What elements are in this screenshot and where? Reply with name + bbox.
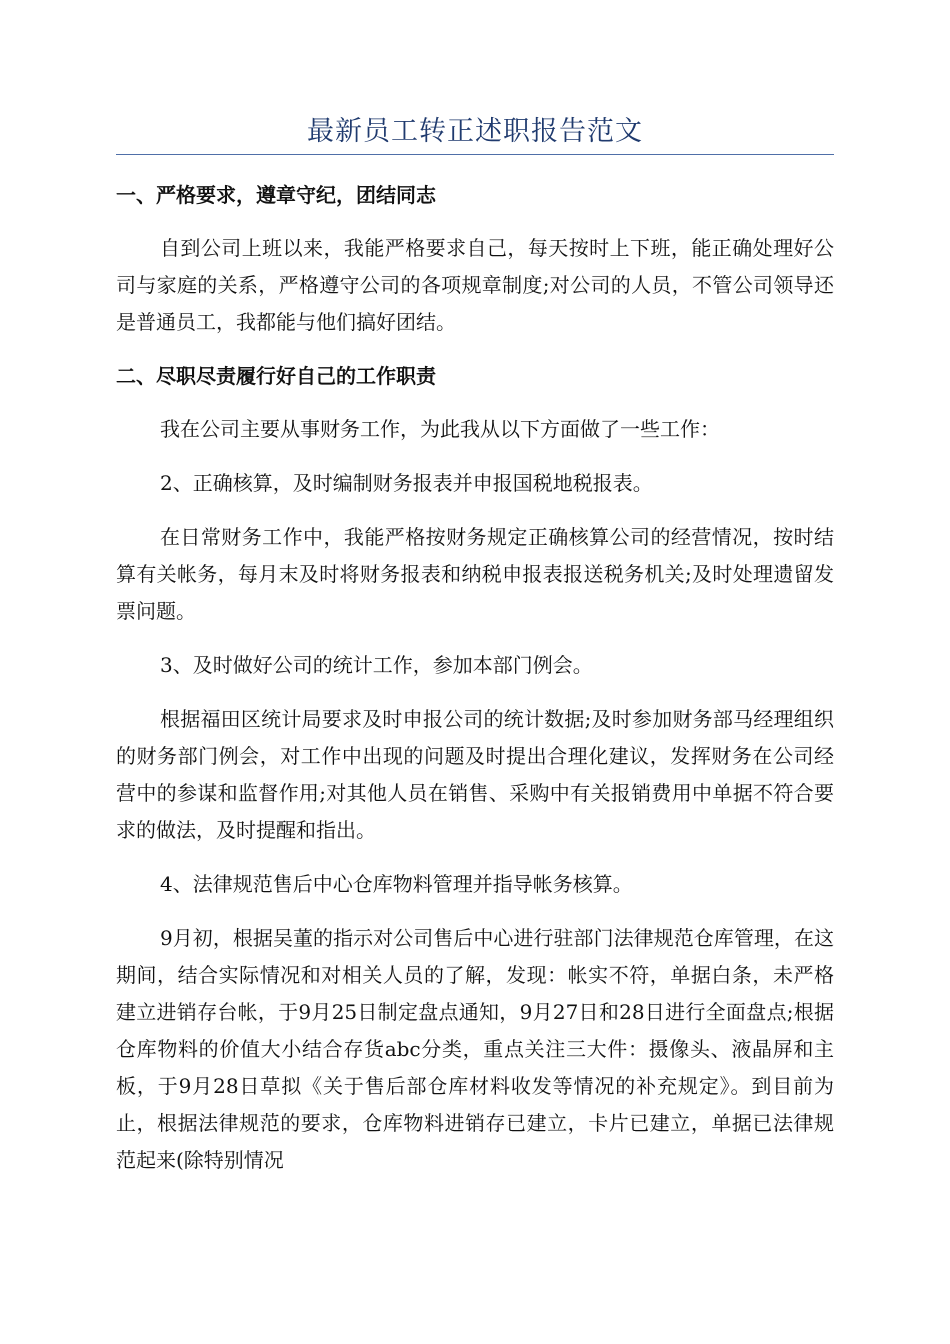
title-underline bbox=[116, 154, 834, 155]
paragraph: 9月初，根据吴董的指示对公司售后中心进行驻部门法律规范仓库管理，在这期间，结合实际情况和对相关人员的了解，发现：帐实不符，单据白条，未严格建立进销存台帐，于9月25日制定盘点通知，9月27日和28日进行全面盘点;根据仓库物料的价值大小结合存货abc分类，重点关注三大件：摄像头、液晶屏和主板，于9月28日草拟《关于售后部仓库材料收发等情况的补充规定》。到目前为止，根据法律规范的要求，仓库物料进销存已建立，卡片已建立，单据已法律规范起来(除特别情况 bbox=[116, 926, 834, 1172]
paragraph: 在日常财务工作中，我能严格按财务规定正确核算公司的经营情况，按时结算有关帐务，每月末及时将财务报表和纳税申报表报送税务机关;及时处理遗留发票问题。 bbox=[116, 525, 834, 623]
document-title: 最新员工转正述职报告范文 bbox=[307, 116, 643, 147]
spacer bbox=[116, 684, 834, 701]
list-item-heading: 2、正确核算，及时编制财务报表并申报国税地税报表。 bbox=[160, 471, 653, 495]
spacer bbox=[116, 502, 834, 519]
section-heading-1: 一、严格要求，遵章守纪，团结同志 bbox=[116, 183, 436, 207]
paragraph: 自到公司上班以来，我能严格要求自己，每天按时上下班，能正确处理好公司与家庭的关系，严格遵守公司的各项规章制度;对公司的人员，不管公司领导还是普通员工，我都能与他们搞好团结。 bbox=[116, 236, 834, 334]
paragraph: 根据福田区统计局要求及时申报公司的统计数据;及时参加财务部马经理组织的财务部门例会，对工作中出现的问题及时提出合理化建议，发挥财务在公司经营中的参谋和监督作用;对其他人员在销售、采购中有关报销费用中单据不符合要求的做法，及时提醒和指出。 bbox=[116, 707, 834, 842]
spacer bbox=[116, 214, 834, 230]
spacer bbox=[116, 849, 834, 866]
spacer bbox=[116, 448, 834, 465]
list-item-heading: 4、法律规范售后中心仓库物料管理并指导帐务核算。 bbox=[160, 872, 633, 896]
list-item-heading: 3、及时做好公司的统计工作，参加本部门例会。 bbox=[160, 653, 593, 677]
spacer bbox=[116, 395, 834, 411]
section-heading-2: 二、尽职尽责履行好自己的工作职责 bbox=[116, 364, 436, 388]
spacer bbox=[116, 630, 834, 647]
spacer bbox=[116, 341, 834, 357]
spacer bbox=[116, 903, 834, 920]
document-body bbox=[116, 176, 834, 1179]
paragraph: 我在公司主要从事财务工作，为此我从以下方面做了一些工作： bbox=[160, 417, 720, 441]
